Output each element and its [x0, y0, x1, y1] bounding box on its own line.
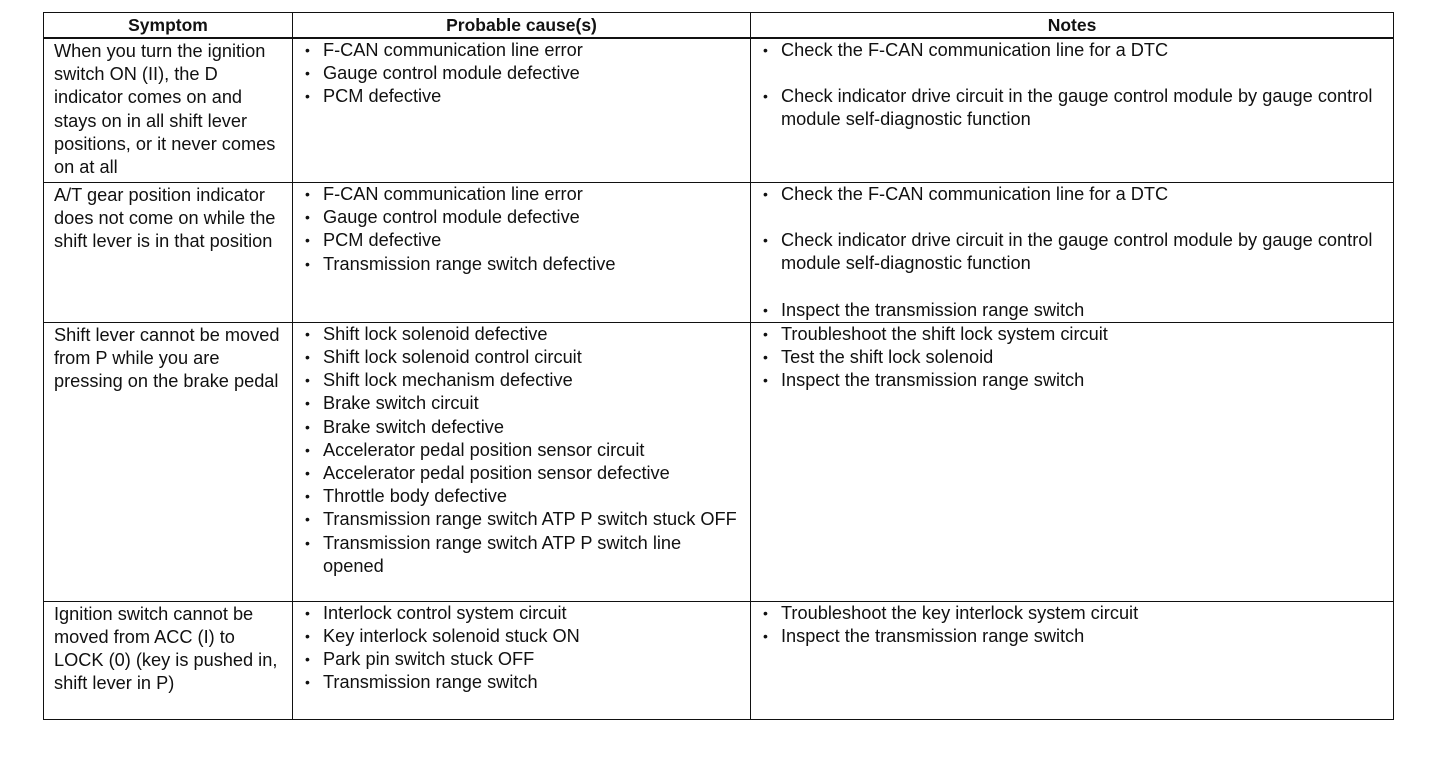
symptom-text: Shift lever cannot be moved from P while you are pressing on the brake pedal — [54, 324, 280, 392]
cause-item: • Gauge control module defective — [303, 206, 744, 229]
header-row — [44, 13, 1394, 39]
causes-list — [293, 323, 750, 578]
cause-item: • Shift lock mechanism defective — [303, 369, 744, 392]
symptom-cell — [44, 601, 293, 719]
symptom-text: Ignition switch cannot be moved from ACC (I) to LOCK (0) (key is pushed in, shift lever in P) — [54, 603, 278, 694]
header-probable-causes: Probable cause(s) — [293, 13, 751, 39]
cause-item: • Transmission range switch defective — [303, 253, 744, 276]
symptom-text: A/T gear position indicator does not come on while the shift lever is in that position — [54, 185, 276, 252]
notes-list — [751, 602, 1393, 648]
symptom-text: When you turn the ignition switch ON (II), the D indicator comes on and stays on in all shift lever positions, or it never comes on at all — [54, 41, 276, 178]
symptom-cell — [44, 322, 293, 601]
notes-list — [751, 39, 1393, 132]
note-item: • Inspect the transmission range switch — [761, 625, 1387, 648]
troubleshooting-sheet — [43, 12, 1393, 714]
note-item: • Check the F-CAN communication line for a DTC — [761, 183, 1387, 206]
cause-item: • Shift lock solenoid defective — [303, 323, 744, 346]
causes-list — [293, 39, 750, 109]
note-item: • Check the F-CAN communication line for a DTC — [761, 39, 1387, 62]
cause-item: • Brake switch defective — [303, 416, 744, 439]
note-item: • Check indicator drive circuit in the gauge control module by gauge control module self-diagnostic function — [761, 85, 1387, 131]
header-symptom: Symptom — [44, 13, 293, 39]
note-item: • Inspect the transmission range switch — [761, 369, 1387, 392]
header-notes: Notes — [751, 13, 1394, 39]
troubleshooting-table — [43, 12, 1394, 720]
notes-cell — [751, 601, 1394, 719]
notes-cell — [751, 38, 1394, 183]
causes-list — [293, 183, 750, 276]
table-row — [44, 601, 1394, 719]
notes-list — [751, 323, 1393, 393]
cause-item: • Gauge control module defective — [303, 62, 744, 85]
symptom-cell — [44, 183, 293, 323]
cause-item: • Throttle body defective — [303, 485, 744, 508]
cause-item: • PCM defective — [303, 85, 744, 108]
cause-item: • Brake switch circuit — [303, 392, 744, 415]
note-item: • Troubleshoot the shift lock system circuit — [761, 323, 1387, 346]
table-row — [44, 183, 1394, 323]
symptom-cell — [44, 38, 293, 183]
note-item: • Troubleshoot the key interlock system circuit — [761, 602, 1387, 625]
cause-item: • F-CAN communication line error — [303, 39, 744, 62]
causes-cell — [293, 322, 751, 601]
notes-cell — [751, 183, 1394, 323]
cause-item: • Transmission range switch ATP P switch line opened — [303, 532, 744, 578]
cause-item: • Accelerator pedal position sensor defective — [303, 462, 744, 485]
note-item: • Inspect the transmission range switch — [761, 299, 1387, 322]
cause-item: • Transmission range switch ATP P switch stuck OFF — [303, 508, 744, 531]
table-row — [44, 38, 1394, 183]
cause-item: • Transmission range switch — [303, 671, 744, 694]
cause-item: • Key interlock solenoid stuck ON — [303, 625, 744, 648]
notes-list — [751, 183, 1393, 322]
causes-list — [293, 602, 750, 695]
causes-cell — [293, 38, 751, 183]
cause-item: • F-CAN communication line error — [303, 183, 744, 206]
cause-item: • Shift lock solenoid control circuit — [303, 346, 744, 369]
cause-item: • PCM defective — [303, 229, 744, 252]
notes-cell — [751, 322, 1394, 601]
cause-item: • Park pin switch stuck OFF — [303, 648, 744, 671]
table-row — [44, 322, 1394, 601]
causes-cell — [293, 601, 751, 719]
note-item: • Check indicator drive circuit in the gauge control module by gauge control module self-diagnostic function — [761, 229, 1387, 275]
cause-item: • Interlock control system circuit — [303, 602, 744, 625]
cause-item: • Accelerator pedal position sensor circuit — [303, 439, 744, 462]
causes-cell — [293, 183, 751, 323]
note-item: • Test the shift lock solenoid — [761, 346, 1387, 369]
